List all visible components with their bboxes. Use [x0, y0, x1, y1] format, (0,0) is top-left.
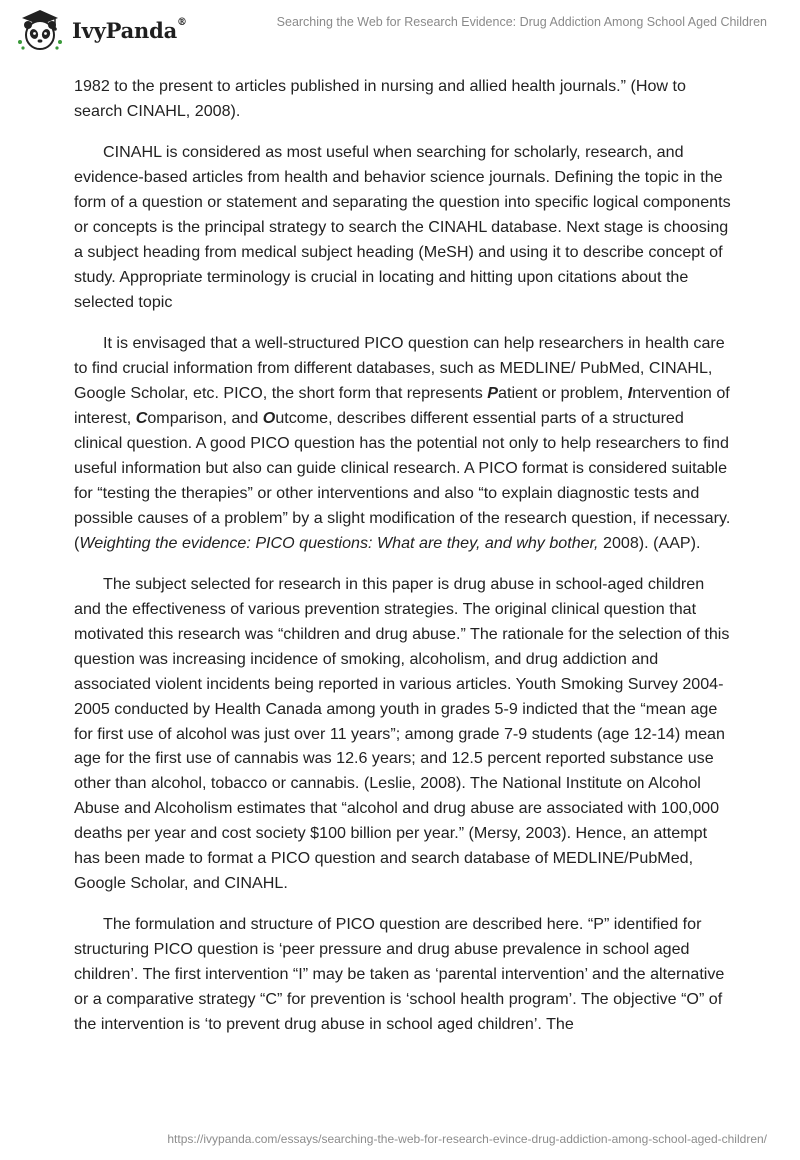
- paragraph-pico: It is envisaged that a well-structured PICO question can help researchers in health care to find crucial information from different databases, such as MEDLINE/ PubMed, CINAHL, Google Scholar, etc. PICO, the short form that represents Patient or problem, Intervention of interest, Comparison, and Outcome, describes different essential parts of a structured clinical question. A good PICO question has the potential not only to help researchers to find useful information but also can guide clinical research. A PICO format is considered suitable for “testing the therapies” or other interventions and also “to explain diagnostic tests and possible causes of a problem” by a slight modification of the research question, if necessary. (Weighting the evidence: PICO questions: What are they, and why bother, 2008). (AAP).: [74, 334, 731, 552]
- paragraph-cinahl: CINAHL is considered as most useful when searching for scholarly, research, and evidence-based articles from health and behavior science journals. Defining the topic in the form of a question or statement and separating the question into specific logical components or concepts is the principal strategy to search the CINAHL database. Next stage is choosing a subject heading from medical subject heading (MeSH) and using it to describe concept of study. Appropriate terminology is crucial in locating and hitting upon citations about the selected topic: [74, 143, 731, 311]
- source-url[interactable]: https://ivypanda.com/essays/searching-the-web-for-research-evince-drug-addiction-among-school-aged-children/: [167, 1132, 767, 1146]
- paragraph-continuation: 1982 to the present to articles published in nursing and allied health journals.” (How to search CINAHL, 2008).: [74, 77, 686, 120]
- essay-body: [74, 74, 734, 1054]
- paragraph-formulation: The formulation and structure of PICO question are described here. “P” identified for structuring PICO question is ‘peer pressure and drug abuse prevalence in school aged children’. The first intervention “I” may be taken as ‘parental intervention’ and the alternative or a comparative strategy “C” for prevention is ‘school health program’. The objective “O” of the intervention is ‘to prevent drug abuse in school aged children’. The: [74, 915, 725, 1034]
- brand-name: IvyPanda®: [72, 16, 187, 43]
- document-title: Searching the Web for Research Evidence: Drug Addiction Among School Aged Children: [276, 15, 767, 29]
- panda-graduate-logo-icon: [14, 8, 66, 52]
- paragraph-subject: The subject selected for research in this paper is drug abuse in school-aged children and the effectiveness of various prevention strategies. The original clinical question that motivated this research was “children and drug abuse.” The rationale for the selection of this question was increasing incidence of smoking, alcoholism, and drug addiction and associated violent incidents being reported in various articles. Youth Smoking Survey 2004-2005 conducted by Health Canada among youth in grades 5-9 indicted that the “mean age for first use of alcohol was just over 11 years”; among grade 7-9 students (age 12-14) mean age for the first use of cannabis was 12.6 years; and 12.5 percent reported substance use other than alcohol, tobacco or cannabis. (Leslie, 2008). The National Institute on Alcohol Abuse and Alcoholism estimates that “alcohol and drug abuse are associated with 100,000 deaths per year and cost society $100 billion per year.” (Mersy, 2003). Hence, an attempt has been made to format a PICO question and search database of MEDLINE/PubMed, Google Scholar, and CINAHL.: [74, 575, 730, 892]
- page-header: [0, 0, 800, 60]
- brand-logo[interactable]: [14, 8, 187, 52]
